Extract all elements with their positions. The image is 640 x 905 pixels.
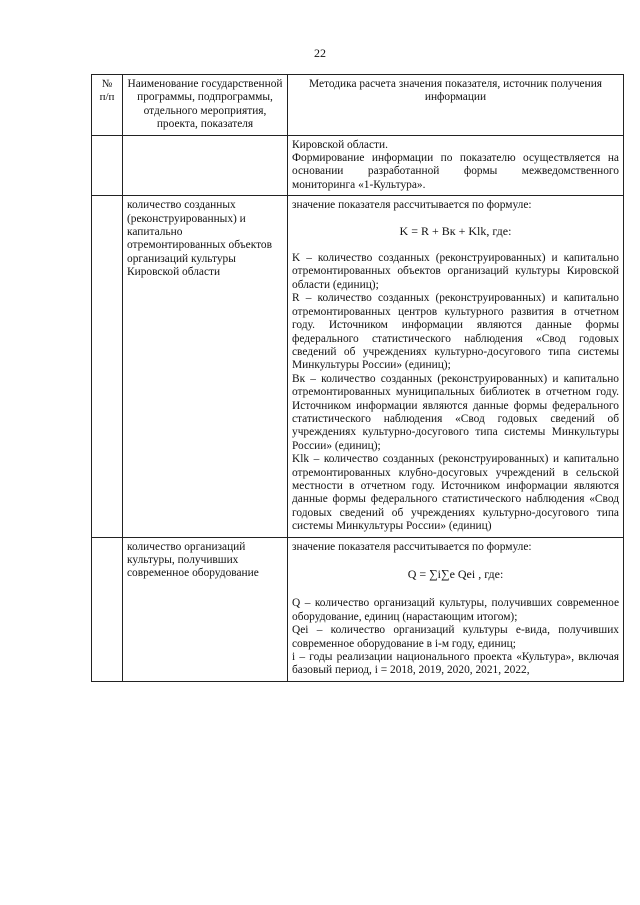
method-text: Формирование информации по показателю осуществляется на основании разработанной формы межведомственного мониторинга «1-Культура». [292, 152, 619, 191]
row-number-cell [92, 537, 123, 681]
method-paragraph: Bк – количество созданных (реконструированных) и капитально отремонтированных муниципальных библиотек в отчетном году. Источником информации являются данные формы федерального статистического наблюдения «Свод годовых сведений об учреждениях культурно-досугового типа системы Минкультуры России» (единиц); [292, 372, 619, 452]
row-method-cell [288, 196, 624, 537]
table-header-row [92, 75, 624, 136]
formula: K = R + Bк + Klk, где: [399, 223, 512, 238]
page-number: 22 [314, 46, 326, 60]
method-paragraph: i – годы реализации национального проекта «Культура», включая базовый период, i = 2018, 2019, 2020, 2021, 2022, [292, 651, 619, 677]
row-name-cell [123, 135, 288, 196]
method-intro: значение показателя рассчитывается по формуле: [292, 199, 532, 212]
method-intro: значение показателя рассчитывается по формуле: [292, 540, 532, 553]
header-name: Наименование государственной программы, подпрограммы, отдельного мероприятия, проекта, показателя [123, 75, 288, 136]
header-number: № п/п [92, 75, 123, 136]
method-paragraph: R – количество созданных (реконструированных) и капитально отремонтированных центров культурного развития в отчетном году. Источником информации являются данные формы федерального статистического наблюдения «Свод годовых сведений об учреждениях культурно-досугового типа системы Минкультуры России» (единиц); [292, 292, 619, 372]
table-row [92, 537, 624, 681]
row-number-cell [92, 135, 123, 196]
method-paragraph: Q – количество организаций культуры, получивших современное оборудование, единиц (нарастающим итогом); [292, 597, 619, 623]
indicator-name: количество созданных (реконструированных) и капитально отремонтированных объектов организаций культуры Кировской области [123, 196, 288, 537]
indicator-name: количество организаций культуры, получивших современное оборудование [123, 537, 288, 681]
row-method-cell [288, 135, 624, 196]
row-number-cell [92, 196, 123, 537]
indicators-table [91, 74, 624, 682]
row-method-cell [288, 537, 624, 681]
method-paragraph: Klk – количество созданных (реконструированных) и капитально отремонтированных клубно-досуговых учреждений в сельской местности в отчетном году. Источником информации являются данные формы федерального статистического наблюдения «Свод годовых сведений об учреждениях культурно-досугового типа системы Минкультуры России» (единиц) [292, 453, 619, 533]
method-paragraph: Qei – количество организаций культуры e-вида, получивших современное оборудование в i-м году, единиц; [292, 624, 619, 650]
table-row [92, 196, 624, 537]
formula: Q = ∑i∑e Qei , где: [407, 567, 504, 581]
method-paragraph: K – количество созданных (реконструированных) и капитально отремонтированных объектов организаций культуры Кировской области (единиц); [292, 252, 619, 291]
header-method: Методика расчета значения показателя, источник получения информации [288, 75, 624, 136]
table-row [92, 135, 624, 196]
method-text: Кировской области. [292, 138, 388, 151]
